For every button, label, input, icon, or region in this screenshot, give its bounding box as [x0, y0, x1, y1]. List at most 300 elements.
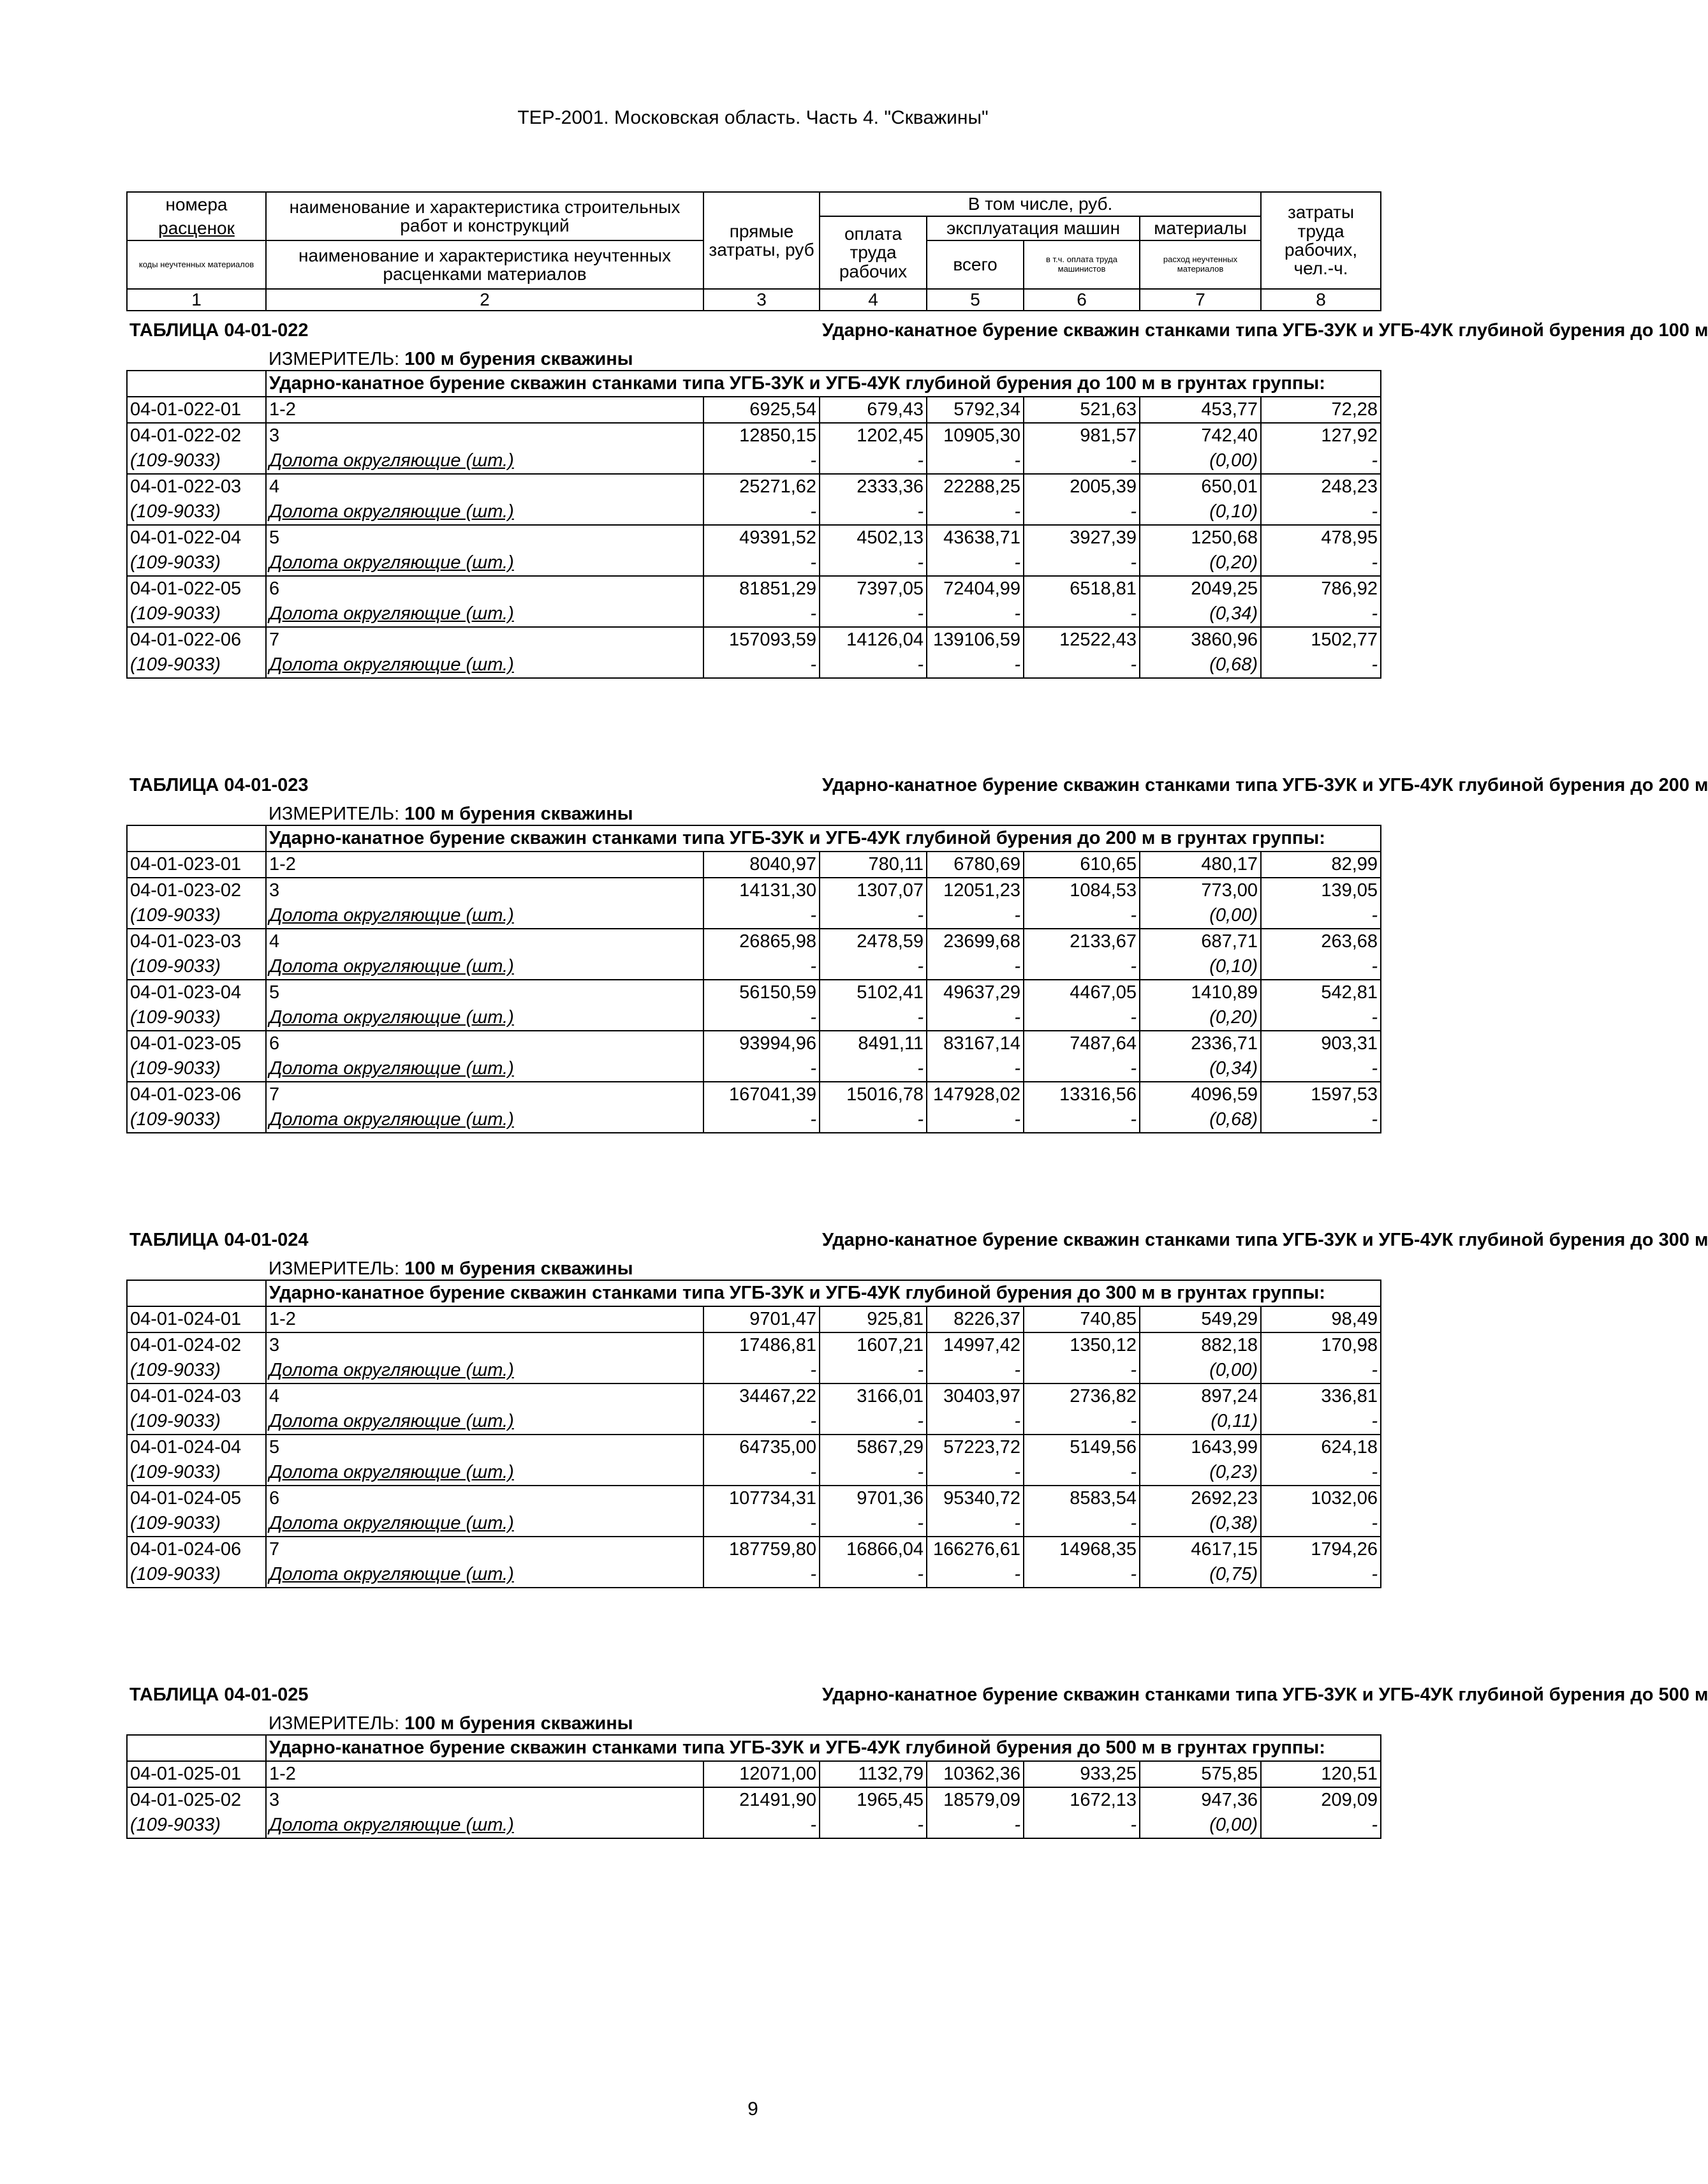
- table-row: [127, 525, 1381, 550]
- labor-hours: -: [1261, 653, 1381, 678]
- material-description: [266, 1107, 703, 1133]
- material-usage: (0,68): [1140, 1107, 1261, 1133]
- machines-total: 147928,02: [927, 1082, 1024, 1107]
- measure-prefix: ИЗМЕРИТЕЛЬ:: [269, 1258, 405, 1279]
- operator-wages: 7487,64: [1024, 1031, 1140, 1056]
- wages: 2333,36: [820, 474, 927, 499]
- material-name: Долота округляющие (шт.): [269, 905, 514, 926]
- operator-wages: -: [1024, 1358, 1140, 1383]
- operator-wages: -: [1024, 903, 1140, 929]
- rate-table-section: [126, 313, 1708, 679]
- labor-hours: 478,95: [1261, 525, 1381, 550]
- rate-code: 04-01-024-02: [127, 1332, 266, 1358]
- machines-total: 49637,29: [927, 980, 1024, 1005]
- wages: -: [820, 1056, 927, 1082]
- measure-prefix: ИЗМЕРИТЕЛЬ:: [269, 1713, 405, 1734]
- material-code: (109-9033): [127, 1562, 266, 1588]
- wages: -: [820, 653, 927, 678]
- material-usage: (0,00): [1140, 1358, 1261, 1383]
- material-row: [127, 1511, 1381, 1537]
- col-num-2: 2: [266, 289, 703, 311]
- rate-code: 04-01-022-06: [127, 627, 266, 653]
- soil-group-heading: Ударно-канатное бурение скважин станками типа УГБ-3УК и УГБ-4УК глубиной бурения до 300 м в грунтах группы:: [266, 1280, 1381, 1306]
- operator-wages: -: [1024, 550, 1140, 576]
- wages: -: [820, 1005, 927, 1031]
- rate-description: 5: [266, 980, 703, 1005]
- direct-cost: 56150,59: [703, 980, 820, 1005]
- materials: 773,00: [1140, 878, 1261, 903]
- labor-hours: 1794,26: [1261, 1537, 1381, 1562]
- labor-hours: -: [1261, 499, 1381, 525]
- rate-code: 04-01-022-02: [127, 423, 266, 448]
- wages: 1607,21: [820, 1332, 927, 1358]
- table-row: [127, 423, 1381, 448]
- table-row: [127, 1306, 1381, 1332]
- table-row: [127, 980, 1381, 1005]
- machines-total: -: [927, 550, 1024, 576]
- material-name: Долота округляющие (шт.): [269, 1058, 514, 1079]
- table-row: [127, 627, 1381, 653]
- machines-total: 95340,72: [927, 1486, 1024, 1511]
- col-header-materials: материалы: [1140, 216, 1261, 240]
- rate-code: 04-01-025-01: [127, 1761, 266, 1787]
- rate-description: 1-2: [266, 1761, 703, 1787]
- material-usage: (0,00): [1140, 903, 1261, 929]
- operator-wages: 12522,43: [1024, 627, 1140, 653]
- table-row: [127, 1537, 1381, 1562]
- materials: 453,77: [1140, 397, 1261, 423]
- machines-total: -: [927, 1005, 1024, 1031]
- operator-wages: -: [1024, 1511, 1140, 1537]
- col-header-material-name: наименование и характеристика неучтенных расценками материалов: [266, 240, 703, 289]
- material-usage: (0,34): [1140, 1056, 1261, 1082]
- machines-total: 12051,23: [927, 878, 1024, 903]
- table-measure: [266, 349, 1381, 371]
- wages: 3166,01: [820, 1383, 927, 1409]
- direct-cost: -: [703, 448, 820, 474]
- wages: 1202,45: [820, 423, 927, 448]
- rate-description: 6: [266, 1031, 703, 1056]
- direct-cost: 49391,52: [703, 525, 820, 550]
- table-row: [127, 397, 1381, 423]
- rate-code: 04-01-024-01: [127, 1306, 266, 1332]
- material-code: (109-9033): [127, 448, 266, 474]
- direct-cost: 34467,22: [703, 1383, 820, 1409]
- direct-cost: -: [703, 653, 820, 678]
- material-code: (109-9033): [127, 653, 266, 678]
- machines-total: 22288,25: [927, 474, 1024, 499]
- material-usage: (0,00): [1140, 448, 1261, 474]
- materials: 480,17: [1140, 852, 1261, 878]
- materials: 897,24: [1140, 1383, 1261, 1409]
- labor-hours: 624,18: [1261, 1435, 1381, 1460]
- table-title: Ударно-канатное бурение скважин станками типа УГБ-3УК и УГБ-4УК глубиной бурения до 500 м: [822, 1685, 1708, 1705]
- direct-cost: 26865,98: [703, 929, 820, 954]
- material-row: [127, 499, 1381, 525]
- direct-cost: -: [703, 954, 820, 980]
- labor-hours: 336,81: [1261, 1383, 1381, 1409]
- rate-description: 1-2: [266, 397, 703, 423]
- machines-total: 83167,14: [927, 1031, 1024, 1056]
- material-usage: (0,23): [1140, 1460, 1261, 1486]
- direct-cost: -: [703, 1562, 820, 1588]
- wages: -: [820, 448, 927, 474]
- labor-hours: 903,31: [1261, 1031, 1381, 1056]
- material-code: (109-9033): [127, 903, 266, 929]
- machines-total: 5792,34: [927, 397, 1024, 423]
- wages: 9701,36: [820, 1486, 927, 1511]
- operator-wages: -: [1024, 601, 1140, 627]
- table-row: [127, 1761, 1381, 1787]
- machines-total: -: [927, 1813, 1024, 1838]
- col-num-6: 6: [1024, 289, 1140, 311]
- machines-total: 10905,30: [927, 423, 1024, 448]
- rate-description: 6: [266, 1486, 703, 1511]
- operator-wages: 6518,81: [1024, 576, 1140, 601]
- material-usage: (0,38): [1140, 1511, 1261, 1537]
- material-usage: (0,20): [1140, 550, 1261, 576]
- rate-code: 04-01-023-02: [127, 878, 266, 903]
- material-description: [266, 1813, 703, 1838]
- labor-hours: 248,23: [1261, 474, 1381, 499]
- material-row: [127, 1813, 1381, 1838]
- col-num-5: 5: [927, 289, 1024, 311]
- rate-code: 04-01-022-05: [127, 576, 266, 601]
- rate-description: 3: [266, 878, 703, 903]
- materials: 2049,25: [1140, 576, 1261, 601]
- machines-total: 23699,68: [927, 929, 1024, 954]
- table-measure: [266, 1713, 1381, 1735]
- labor-hours: 1502,77: [1261, 627, 1381, 653]
- measure-value: 100 м бурения скважины: [404, 1258, 633, 1279]
- direct-cost: 157093,59: [703, 627, 820, 653]
- direct-cost: 6925,54: [703, 397, 820, 423]
- direct-cost: -: [703, 1409, 820, 1435]
- labor-hours: 209,09: [1261, 1787, 1381, 1813]
- material-usage: (0,20): [1140, 1005, 1261, 1031]
- material-name: Долота округляющие (шт.): [269, 1007, 514, 1028]
- labor-hours: -: [1261, 550, 1381, 576]
- rate-description: 3: [266, 1332, 703, 1358]
- operator-wages: 610,65: [1024, 852, 1140, 878]
- material-row: [127, 1562, 1381, 1588]
- col-header-number: номера: [127, 192, 266, 216]
- rate-code: 04-01-023-04: [127, 980, 266, 1005]
- rate-code: 04-01-023-01: [127, 852, 266, 878]
- operator-wages: -: [1024, 1409, 1140, 1435]
- table-row: [127, 1787, 1381, 1813]
- wages: 5102,41: [820, 980, 927, 1005]
- wages: 780,11: [820, 852, 927, 878]
- direct-cost: 107734,31: [703, 1486, 820, 1511]
- material-description: [266, 653, 703, 678]
- operator-wages: 521,63: [1024, 397, 1140, 423]
- wages: -: [820, 601, 927, 627]
- material-description: [266, 954, 703, 980]
- table-label: ТАБЛИЦА 04-01-024: [129, 1230, 309, 1250]
- material-name: Долота округляющие (шт.): [269, 1815, 514, 1835]
- materials: 1410,89: [1140, 980, 1261, 1005]
- table-row: [127, 1486, 1381, 1511]
- rate-code: 04-01-024-03: [127, 1383, 266, 1409]
- wages: -: [820, 903, 927, 929]
- machines-total: -: [927, 1511, 1024, 1537]
- material-usage: (0,00): [1140, 1813, 1261, 1838]
- labor-hours: -: [1261, 1562, 1381, 1588]
- col-header-material-codes: коды неучтенных материалов: [127, 240, 266, 289]
- operator-wages: 1672,13: [1024, 1787, 1140, 1813]
- col-num-1: 1: [127, 289, 266, 311]
- material-code: (109-9033): [127, 601, 266, 627]
- col-num-4: 4: [820, 289, 927, 311]
- operator-wages: -: [1024, 499, 1140, 525]
- machines-total: 57223,72: [927, 1435, 1024, 1460]
- material-description: [266, 903, 703, 929]
- operator-wages: 740,85: [1024, 1306, 1140, 1332]
- wages: 1965,45: [820, 1787, 927, 1813]
- material-name: Долота округляющие (шт.): [269, 552, 514, 573]
- machines-total: -: [927, 499, 1024, 525]
- column-header-table: [126, 191, 1381, 311]
- material-description: [266, 1460, 703, 1486]
- rate-code: 04-01-024-05: [127, 1486, 266, 1511]
- direct-cost: 17486,81: [703, 1332, 820, 1358]
- rate-description: 6: [266, 576, 703, 601]
- labor-hours: 170,98: [1261, 1332, 1381, 1358]
- material-row: [127, 954, 1381, 980]
- table-measure: [266, 804, 1381, 825]
- direct-cost: -: [703, 550, 820, 576]
- materials: 742,40: [1140, 423, 1261, 448]
- measure-value: 100 м бурения скважины: [404, 804, 633, 824]
- direct-cost: -: [703, 1358, 820, 1383]
- material-name: Долота округляющие (шт.): [269, 1513, 514, 1533]
- material-description: [266, 499, 703, 525]
- material-name: Долота округляющие (шт.): [269, 1564, 514, 1584]
- col-header-machines-total: всего: [927, 240, 1024, 289]
- material-code: (109-9033): [127, 1005, 266, 1031]
- wages: 16866,04: [820, 1537, 927, 1562]
- materials: 1250,68: [1140, 525, 1261, 550]
- material-usage: (0,11): [1140, 1409, 1261, 1435]
- operator-wages: 981,57: [1024, 423, 1140, 448]
- table-row: [127, 878, 1381, 903]
- page-header: ТЕР-2001. Московская область. Часть 4. "Скважины": [517, 107, 989, 128]
- material-description: [266, 1562, 703, 1588]
- wages: -: [820, 954, 927, 980]
- labor-hours: -: [1261, 1358, 1381, 1383]
- wages: 1132,79: [820, 1761, 927, 1787]
- labor-hours: 139,05: [1261, 878, 1381, 903]
- materials: 2336,71: [1140, 1031, 1261, 1056]
- material-code: (109-9033): [127, 550, 266, 576]
- direct-cost: -: [703, 1107, 820, 1133]
- machines-total: 139106,59: [927, 627, 1024, 653]
- labor-hours: -: [1261, 1056, 1381, 1082]
- soil-group-heading: Ударно-канатное бурение скважин станками типа УГБ-3УК и УГБ-4УК глубиной бурения до 500 м в грунтах группы:: [266, 1735, 1381, 1761]
- rate-description: 4: [266, 929, 703, 954]
- operator-wages: 3927,39: [1024, 525, 1140, 550]
- material-code: (109-9033): [127, 499, 266, 525]
- material-row: [127, 653, 1381, 678]
- material-code: (109-9033): [127, 1813, 266, 1838]
- machines-total: 72404,99: [927, 576, 1024, 601]
- wages: 15016,78: [820, 1082, 927, 1107]
- machines-total: 10362,36: [927, 1761, 1024, 1787]
- direct-cost: 167041,39: [703, 1082, 820, 1107]
- direct-cost: -: [703, 1511, 820, 1537]
- wages: -: [820, 1358, 927, 1383]
- labor-hours: -: [1261, 601, 1381, 627]
- operator-wages: 2736,82: [1024, 1383, 1140, 1409]
- material-row: [127, 1056, 1381, 1082]
- materials: 687,71: [1140, 929, 1261, 954]
- direct-cost: -: [703, 1005, 820, 1031]
- page-number: 9: [747, 2099, 758, 2120]
- measure-value: 100 м бурения скважины: [404, 1713, 633, 1734]
- rate-table-section: [126, 1222, 1708, 1588]
- wages: 5867,29: [820, 1435, 927, 1460]
- operator-wages: 2133,67: [1024, 929, 1140, 954]
- table-title: Ударно-канатное бурение скважин станками типа УГБ-3УК и УГБ-4УК глубиной бурения до 100 м: [822, 320, 1708, 341]
- wages: 8491,11: [820, 1031, 927, 1056]
- material-code: (109-9033): [127, 1358, 266, 1383]
- operator-wages: -: [1024, 1813, 1140, 1838]
- rate-code: 04-01-025-02: [127, 1787, 266, 1813]
- direct-cost: 187759,80: [703, 1537, 820, 1562]
- material-description: [266, 1409, 703, 1435]
- material-description: [266, 1358, 703, 1383]
- direct-cost: -: [703, 601, 820, 627]
- wages: -: [820, 1460, 927, 1486]
- material-code: (109-9033): [127, 1107, 266, 1133]
- material-usage: (0,10): [1140, 499, 1261, 525]
- materials: 3860,96: [1140, 627, 1261, 653]
- labor-hours: 1032,06: [1261, 1486, 1381, 1511]
- material-name: Долота округляющие (шт.): [269, 1109, 514, 1130]
- col-header-machines: эксплуатация машин: [927, 216, 1140, 240]
- material-name: Долота округляющие (шт.): [269, 603, 514, 624]
- machines-total: -: [927, 903, 1024, 929]
- rate-code: 04-01-022-01: [127, 397, 266, 423]
- labor-hours: -: [1261, 1409, 1381, 1435]
- material-row: [127, 903, 1381, 929]
- rate-description: 1-2: [266, 852, 703, 878]
- operator-wages: 5149,56: [1024, 1435, 1140, 1460]
- rate-code: 04-01-022-04: [127, 525, 266, 550]
- machines-total: -: [927, 1460, 1024, 1486]
- material-row: [127, 1409, 1381, 1435]
- direct-cost: 8040,97: [703, 852, 820, 878]
- direct-cost: -: [703, 1460, 820, 1486]
- machines-total: 30403,97: [927, 1383, 1024, 1409]
- table-measure: [266, 1258, 1381, 1280]
- material-description: [266, 1005, 703, 1031]
- table-row: [127, 1031, 1381, 1056]
- labor-hours: 127,92: [1261, 423, 1381, 448]
- direct-cost: -: [703, 1813, 820, 1838]
- direct-cost: 9701,47: [703, 1306, 820, 1332]
- materials: 4096,59: [1140, 1082, 1261, 1107]
- rate-code: 04-01-023-05: [127, 1031, 266, 1056]
- soil-group-heading: Ударно-канатное бурение скважин станками типа УГБ-3УК и УГБ-4УК глубиной бурения до 100 м в грунтах группы:: [266, 371, 1381, 397]
- direct-cost: 93994,96: [703, 1031, 820, 1056]
- operator-wages: -: [1024, 954, 1140, 980]
- labor-hours: -: [1261, 1107, 1381, 1133]
- material-row: [127, 1460, 1381, 1486]
- col-num-3: 3: [703, 289, 820, 311]
- table-row: [127, 1383, 1381, 1409]
- labor-hours: -: [1261, 1511, 1381, 1537]
- machines-total: -: [927, 954, 1024, 980]
- table-title: Ударно-канатное бурение скважин станками типа УГБ-3УК и УГБ-4УК глубиной бурения до 200 м: [822, 775, 1708, 795]
- material-usage: (0,34): [1140, 601, 1261, 627]
- col-num-7: 7: [1140, 289, 1261, 311]
- col-header-direct-cost: прямые затраты, руб: [703, 192, 820, 289]
- rate-description: 7: [266, 1082, 703, 1107]
- labor-hours: -: [1261, 1813, 1381, 1838]
- labor-hours: 72,28: [1261, 397, 1381, 423]
- material-name: Долота округляющие (шт.): [269, 501, 514, 522]
- machines-total: -: [927, 1056, 1024, 1082]
- rate-table-section: [126, 1677, 1708, 1839]
- materials: 650,01: [1140, 474, 1261, 499]
- machines-total: 8226,37: [927, 1306, 1024, 1332]
- wages: -: [820, 1409, 927, 1435]
- measure-value: 100 м бурения скважины: [404, 349, 633, 369]
- rate-table-section: [126, 767, 1708, 1133]
- labor-hours: -: [1261, 448, 1381, 474]
- rate-description: 7: [266, 627, 703, 653]
- direct-cost: 81851,29: [703, 576, 820, 601]
- material-description: [266, 1511, 703, 1537]
- table-row: [127, 1435, 1381, 1460]
- material-name: Долота округляющие (шт.): [269, 1360, 514, 1380]
- operator-wages: 13316,56: [1024, 1082, 1140, 1107]
- wages: -: [820, 550, 927, 576]
- soil-group-heading: Ударно-канатное бурение скважин станками типа УГБ-3УК и УГБ-4УК глубиной бурения до 200 м в грунтах группы:: [266, 825, 1381, 852]
- wages: 1307,07: [820, 878, 927, 903]
- machines-total: -: [927, 653, 1024, 678]
- measure-prefix: ИЗМЕРИТЕЛЬ:: [269, 804, 405, 824]
- materials: 1643,99: [1140, 1435, 1261, 1460]
- direct-cost: 21491,90: [703, 1787, 820, 1813]
- direct-cost: 12071,00: [703, 1761, 820, 1787]
- labor-hours: -: [1261, 1005, 1381, 1031]
- operator-wages: -: [1024, 653, 1140, 678]
- operator-wages: 933,25: [1024, 1761, 1140, 1787]
- rate-description: 4: [266, 1383, 703, 1409]
- material-row: [127, 1358, 1381, 1383]
- material-row: [127, 448, 1381, 474]
- wages: -: [820, 1511, 927, 1537]
- labor-hours: 1597,53: [1261, 1082, 1381, 1107]
- rate-code: 04-01-022-03: [127, 474, 266, 499]
- machines-total: 18579,09: [927, 1787, 1024, 1813]
- col-header-material-usage: расход неучтенных материалов: [1140, 240, 1261, 289]
- table-row: [127, 474, 1381, 499]
- col-header-including: В том числе, руб.: [820, 192, 1261, 216]
- direct-cost: -: [703, 499, 820, 525]
- material-name: Долота округляющие (шт.): [269, 1411, 514, 1431]
- operator-wages: 1084,53: [1024, 878, 1140, 903]
- rate-description: 5: [266, 525, 703, 550]
- direct-cost: 64735,00: [703, 1435, 820, 1460]
- materials: 549,29: [1140, 1306, 1261, 1332]
- rate-description: 4: [266, 474, 703, 499]
- direct-cost: 14131,30: [703, 878, 820, 903]
- rate-code: 04-01-024-06: [127, 1537, 266, 1562]
